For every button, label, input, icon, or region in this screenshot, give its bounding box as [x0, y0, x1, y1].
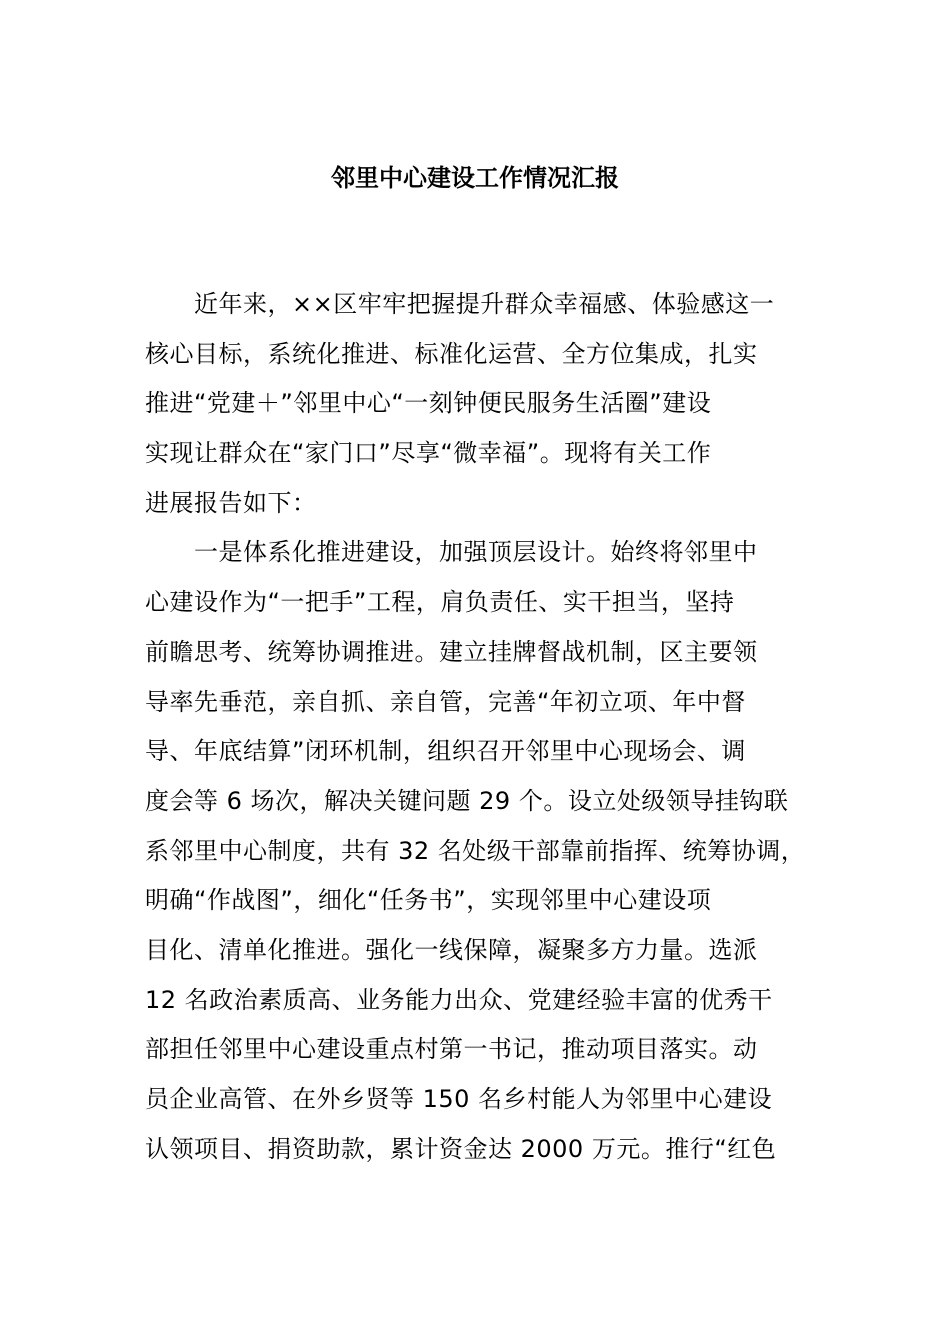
paragraph-line: 明确“作战图”，细化“任务书”，实现邻里中心建设项: [145, 886, 712, 915]
document-title: 邻里中心建设工作情况汇报: [331, 164, 619, 192]
paragraph-line: 一是体系化推进建设，加强顶层设计。始终将邻里中: [194, 538, 758, 567]
paragraph-line: 导、年底结算”闭环机制，组织召开邻里中心现场会、调: [145, 737, 746, 766]
paragraph-line: 导率先垂范，亲自抓、亲自管，完善“年初立项、年中督: [145, 687, 746, 716]
paragraph-line: 部担任邻里中心建设重点村第一书记，推动项目落实。动: [145, 1035, 758, 1064]
paragraph-line: 前瞻思考、统筹协调推进。建立挂牌督战机制，区主要领: [145, 637, 758, 666]
document-body: [145, 280, 835, 1174]
paragraph-line: 目化、清单化推进。强化一线保障，凝聚多方力量。选派: [145, 935, 758, 964]
paragraph-line: 近年来，××区牢牢把握提升群众幸福感、体验感这一: [194, 290, 775, 318]
paragraph-line: 12 名政治素质高、业务能力出众、党建经验丰富的优秀干: [145, 985, 773, 1014]
paragraph-line: 推进“党建＋”邻里中心“一刻钟便民服务生活圈”建设: [145, 389, 712, 418]
paragraph-line: 系邻里中心制度，共有 32 名处级干部靠前指挥、统筹协调，: [145, 836, 806, 865]
paragraph-line: 核心目标，系统化推进、标准化运营、全方位集成，扎实: [145, 339, 758, 368]
paragraph-line: 心建设作为“一把手”工程，肩负责任、实干担当，坚持: [145, 588, 735, 617]
paragraph-line: 进展报告如下：: [145, 488, 317, 517]
paragraph-line: 员企业高管、在外乡贤等 150 名乡村能人为邻里中心建设: [145, 1085, 773, 1113]
paragraph-line: 度会等 6 场次，解决关键问题 29 个。设立处级领导挂钩联: [145, 786, 789, 815]
paragraph-line: 认领项目、捐资助款，累计资金达 2000 万元。推行“红色: [145, 1134, 777, 1163]
paragraph-line: 实现让群众在“家门口”尽享“微幸福”。现将有关工作: [145, 439, 712, 468]
